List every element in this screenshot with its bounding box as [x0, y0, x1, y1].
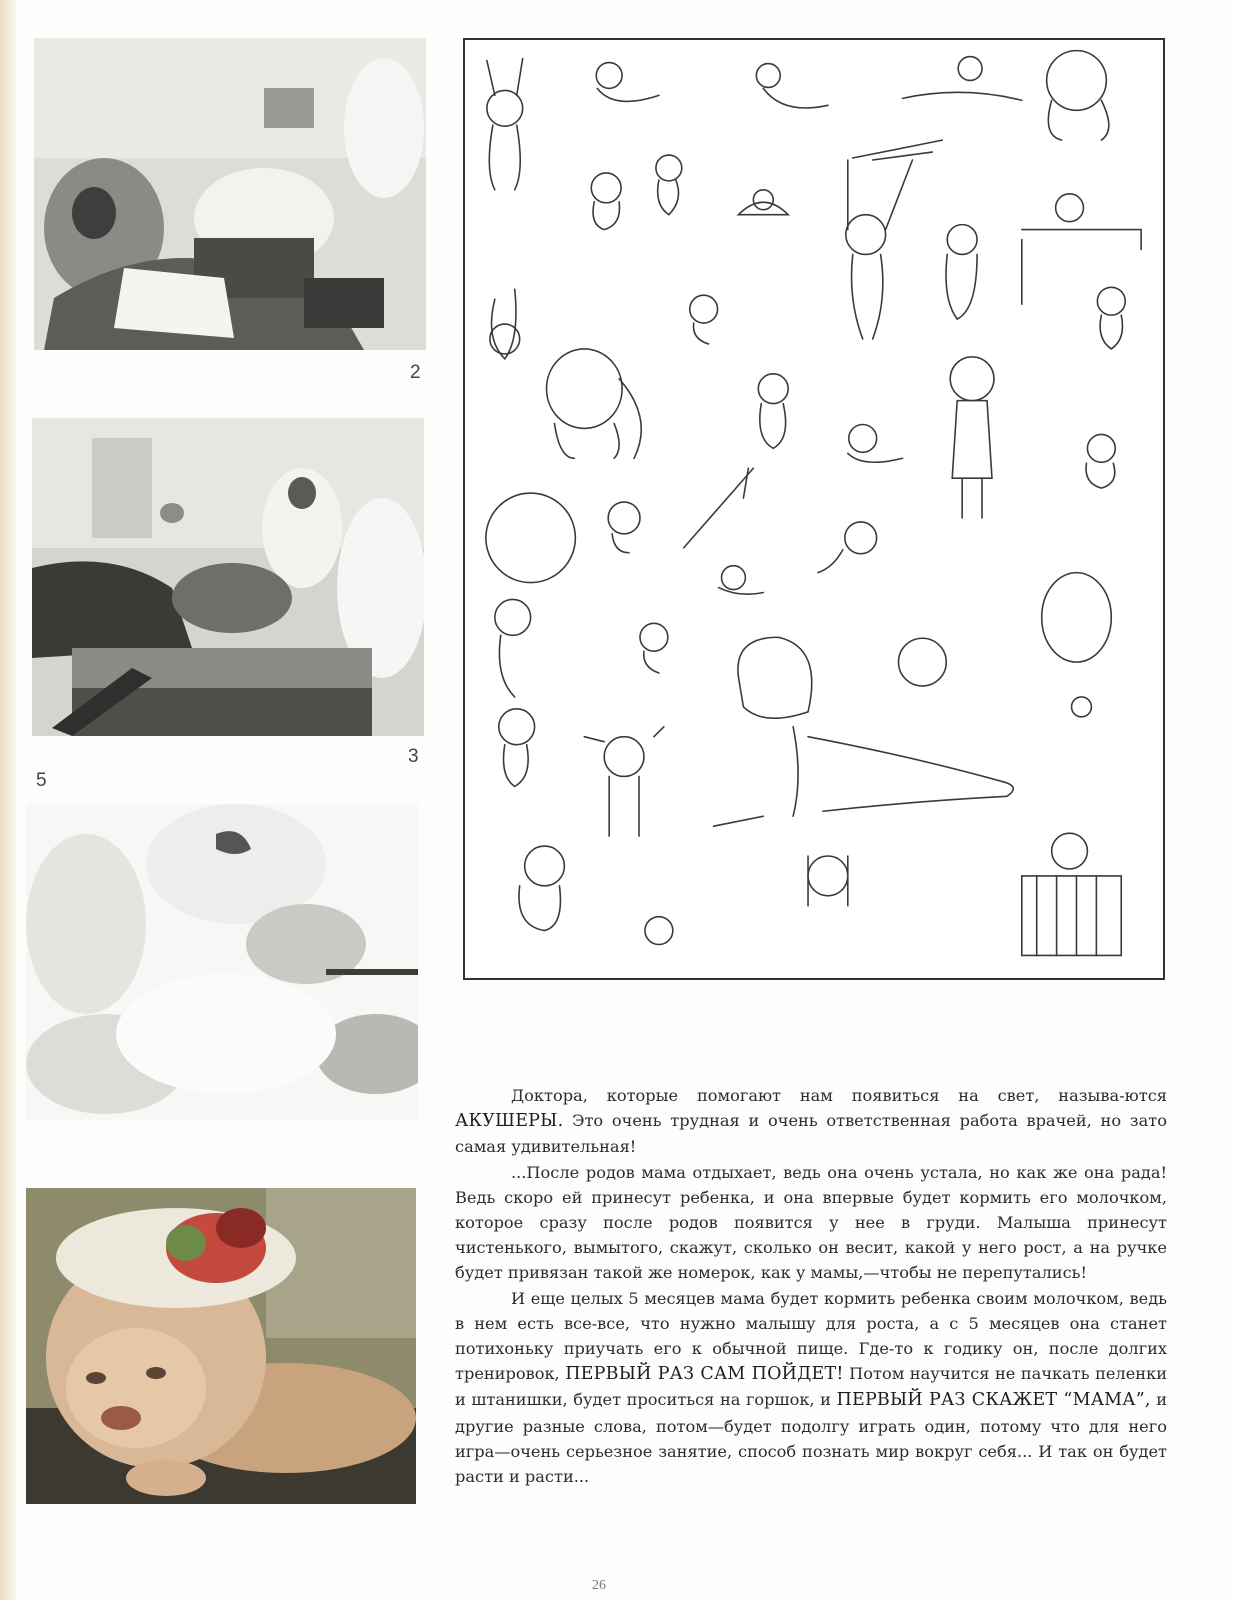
keyword-first-steps: ПЕРВЫЙ РАЗ САМ ПОЙДЕТ!	[565, 1364, 844, 1385]
sketch-crawling-baby	[547, 349, 642, 458]
keyword-first-word: ПЕРВЫЙ РАЗ СКАЖЕТ “МАМА”,	[836, 1390, 1151, 1411]
keyword-obstetricians: АКУШЕРЫ.	[455, 1111, 564, 1132]
page-number: 26	[592, 1578, 606, 1593]
paragraph-3: И еще целых 5 месяцев мама будет кормить ребенка своим молочком, ведь в нем есть все-все, что нужно малышу для роста, а с 5 месяцев она станет потихоньку приучать его к обычной пище. Где-то к годику он, после долгих тренировок, ПЕРВЫЙ РАЗ САМ ПОЙДЕТ! Потом научится не пачкать пеленки и штанишки, будет проситься на горшок, и ПЕРВЫЙ РАЗ СКАЖЕТ “МАМА”, и другие разные слова, потом—будет подолгу играть один, потому что для него игра—очень серьезное занятие, способ познать мир вокруг себя... И так он будет расти и расти...	[455, 1288, 1167, 1487]
book-spine-shadow	[0, 0, 18, 1600]
article-text	[455, 1083, 1167, 1489]
photo-label-2: 2	[410, 362, 421, 383]
photo-baby-in-hat	[26, 1188, 416, 1504]
photo-label-5: 5	[36, 770, 47, 791]
sketch-dangling-baby	[846, 140, 942, 339]
sketch-lying-baby	[714, 637, 1014, 826]
sketch-babies-illustration	[463, 38, 1165, 980]
photo-newborn	[26, 804, 418, 1120]
paragraph-2: ...После родов мама отдыхает, ведь она очень устала, но как же она рада! Ведь скоро ей принесут ребенка, и она впервые будет кормить его молочком, которое сразу после родов появится у нее в груди. Малыша принесут чистенького, вымытого, скажут, сколько он весит, какой у него рост, а на ручке будет привязан такой же номерок, как у мамы,—чтобы не перепутались!	[455, 1162, 1167, 1283]
photo-delivery-room-1	[34, 38, 426, 350]
sketch-hanging-baby	[487, 59, 523, 190]
sketch-standing-girl	[950, 357, 994, 518]
paragraph-1: Доктора, которые помогают нам появиться на свет, называ-ются АКУШЕРЫ. Это очень трудная и очень ответственная работа врачей, но зато самая удивительная!	[455, 1086, 1167, 1157]
photo-delivery-room-2	[32, 418, 424, 736]
photo-label-3: 3	[408, 746, 419, 767]
